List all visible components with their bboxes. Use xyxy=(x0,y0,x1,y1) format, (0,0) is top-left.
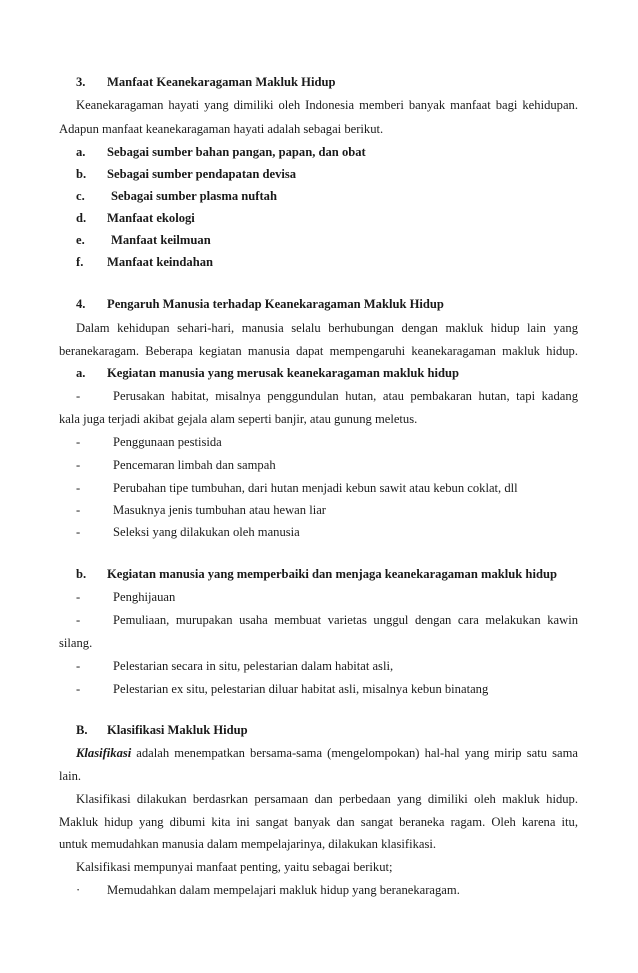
paragraph-line: Makluk hidup yang dibumi kita ini sangat banyak dan sangat beraneka ragam. Oleh karena itu, xyxy=(59,815,578,829)
dash-marker: - xyxy=(76,481,81,495)
list-item xyxy=(76,144,578,160)
bullet-item xyxy=(76,882,578,898)
dash-item-text: Penghijauan xyxy=(113,590,176,604)
list-marker: f. xyxy=(76,255,84,269)
list-item xyxy=(76,210,578,226)
section-b-heading xyxy=(76,722,578,738)
list-marker: e. xyxy=(76,233,85,247)
defined-term: Klasifikasi xyxy=(76,746,132,760)
dash-item xyxy=(76,457,578,473)
section-title: Klasifikasi Makluk Hidup xyxy=(107,723,248,737)
list-item-text: Manfaat keilmuan xyxy=(111,233,211,247)
dash-marker: - xyxy=(76,389,81,403)
paragraph-line: kala juga terjadi akibat gejala alam seperti banjir, atau gunung meletus. xyxy=(59,412,418,426)
list-item xyxy=(76,166,578,182)
dash-marker: - xyxy=(76,458,81,472)
paragraph-line: beranekaragam. Beberapa kegiatan manusia dapat mempengaruhi keanekaragaman makluk hidup. xyxy=(59,344,578,358)
dash-item xyxy=(76,434,578,450)
subsection-title: Kegiatan manusia yang memperbaiki dan menjaga keanekaragaman makluk hidup xyxy=(107,567,557,581)
paragraph-line: silang. xyxy=(59,636,93,650)
section-4-heading xyxy=(76,296,578,312)
paragraph-line: Adapun manfaat keanekaragaman hayati adalah sebagai berikut. xyxy=(59,122,384,136)
paragraph-text: adalah menempatkan bersama-sama (mengelompokan) hal-hal yang mirip satu sama xyxy=(136,746,578,760)
dash-marker: - xyxy=(76,590,81,604)
dash-item-text: Masuknya jenis tumbuhan atau hewan liar xyxy=(113,503,326,517)
section-3-heading xyxy=(76,74,578,90)
dash-item xyxy=(76,658,578,674)
paragraph-line xyxy=(76,745,578,761)
list-marker: c. xyxy=(76,189,85,203)
dash-item-text: Pemuliaan, murupakan usaha membuat varietas unggul dengan cara melakukan kawin xyxy=(113,613,578,627)
dash-marker: - xyxy=(76,503,81,517)
dash-item xyxy=(76,589,578,605)
dash-item-text: Penggunaan pestisida xyxy=(113,435,222,449)
list-item-text: Sebagai sumber pendapatan devisa xyxy=(107,167,297,181)
section-number: 3. xyxy=(76,75,86,89)
bullet-marker: · xyxy=(76,883,81,897)
dash-marker: - xyxy=(76,682,81,696)
list-item xyxy=(76,188,578,204)
list-marker: d. xyxy=(76,211,87,225)
dash-item xyxy=(76,612,578,628)
list-item-text: Sebagai sumber plasma nuftah xyxy=(111,189,277,203)
dash-item-text: Pencemaran limbah dan sampah xyxy=(113,458,276,472)
paragraph-line: untuk memudahkan manusia dalam mempelajarinya, dilakukan klasifikasi. xyxy=(59,837,437,851)
dash-item-text: Perubahan tipe tumbuhan, dari hutan menjadi kebun sawit atau kebun coklat, dll xyxy=(113,481,518,495)
list-item-text: Manfaat keindahan xyxy=(107,255,214,269)
paragraph-line: Klasifikasi dilakukan berdasrkan persamaan dan perbedaan yang dimiliki oleh makluk hidup. xyxy=(76,792,578,806)
dash-item xyxy=(76,524,578,540)
section-title: Pengaruh Manusia terhadap Keanekaragaman Makluk Hidup xyxy=(107,297,444,311)
dash-marker: - xyxy=(76,435,81,449)
bullet-item-text: Memudahkan dalam mempelajari makluk hidup yang beranekaragam. xyxy=(107,883,460,897)
dash-item-text: Perusakan habitat, misalnya penggundulan hutan, atau pembakaran hutan, tapi kadang xyxy=(113,389,578,403)
section-title: Manfaat Keanekaragaman Makluk Hidup xyxy=(107,75,336,89)
subsection-title: Kegiatan manusia yang merusak keanekaragaman makluk hidup xyxy=(107,366,459,380)
section-number: B. xyxy=(76,723,88,737)
dash-marker: - xyxy=(76,659,81,673)
dash-item-text: Pelestarian secara in situ, pelestarian dalam habitat asli, xyxy=(113,659,394,673)
dash-item-text: Seleksi yang dilakukan oleh manusia xyxy=(113,525,300,539)
dash-item xyxy=(76,388,578,404)
dash-marker: - xyxy=(76,525,81,539)
dash-marker: - xyxy=(76,613,81,627)
dash-item xyxy=(76,480,578,496)
list-item xyxy=(76,232,578,248)
list-item xyxy=(76,254,578,270)
list-marker: b. xyxy=(76,567,87,581)
dash-item xyxy=(76,681,578,697)
list-item-text: Manfaat ekologi xyxy=(107,211,195,225)
paragraph-line: Kalsifikasi mempunyai manfaat penting, yaitu sebagai berikut; xyxy=(76,860,393,874)
dash-item xyxy=(76,502,578,518)
section-number: 4. xyxy=(76,297,86,311)
subsection-b-heading xyxy=(76,566,578,582)
list-item-text: Sebagai sumber bahan pangan, papan, dan obat xyxy=(107,145,366,159)
dash-item-text: Pelestarian ex situ, pelestarian diluar habitat asli, misalnya kebun binatang xyxy=(113,682,489,696)
paragraph-line: Keanekaragaman hayati yang dimiliki oleh Indonesia memberi banyak manfaat bagi kehidupan. xyxy=(76,98,578,112)
list-marker: a. xyxy=(76,145,86,159)
subsection-a-heading xyxy=(76,365,578,381)
paragraph-line: Dalam kehidupan sehari-hari, manusia selalu berhubungan dengan makluk hidup lain yang xyxy=(76,321,578,335)
paragraph-line: lain. xyxy=(59,769,82,783)
list-marker: b. xyxy=(76,167,87,181)
list-marker: a. xyxy=(76,366,86,380)
